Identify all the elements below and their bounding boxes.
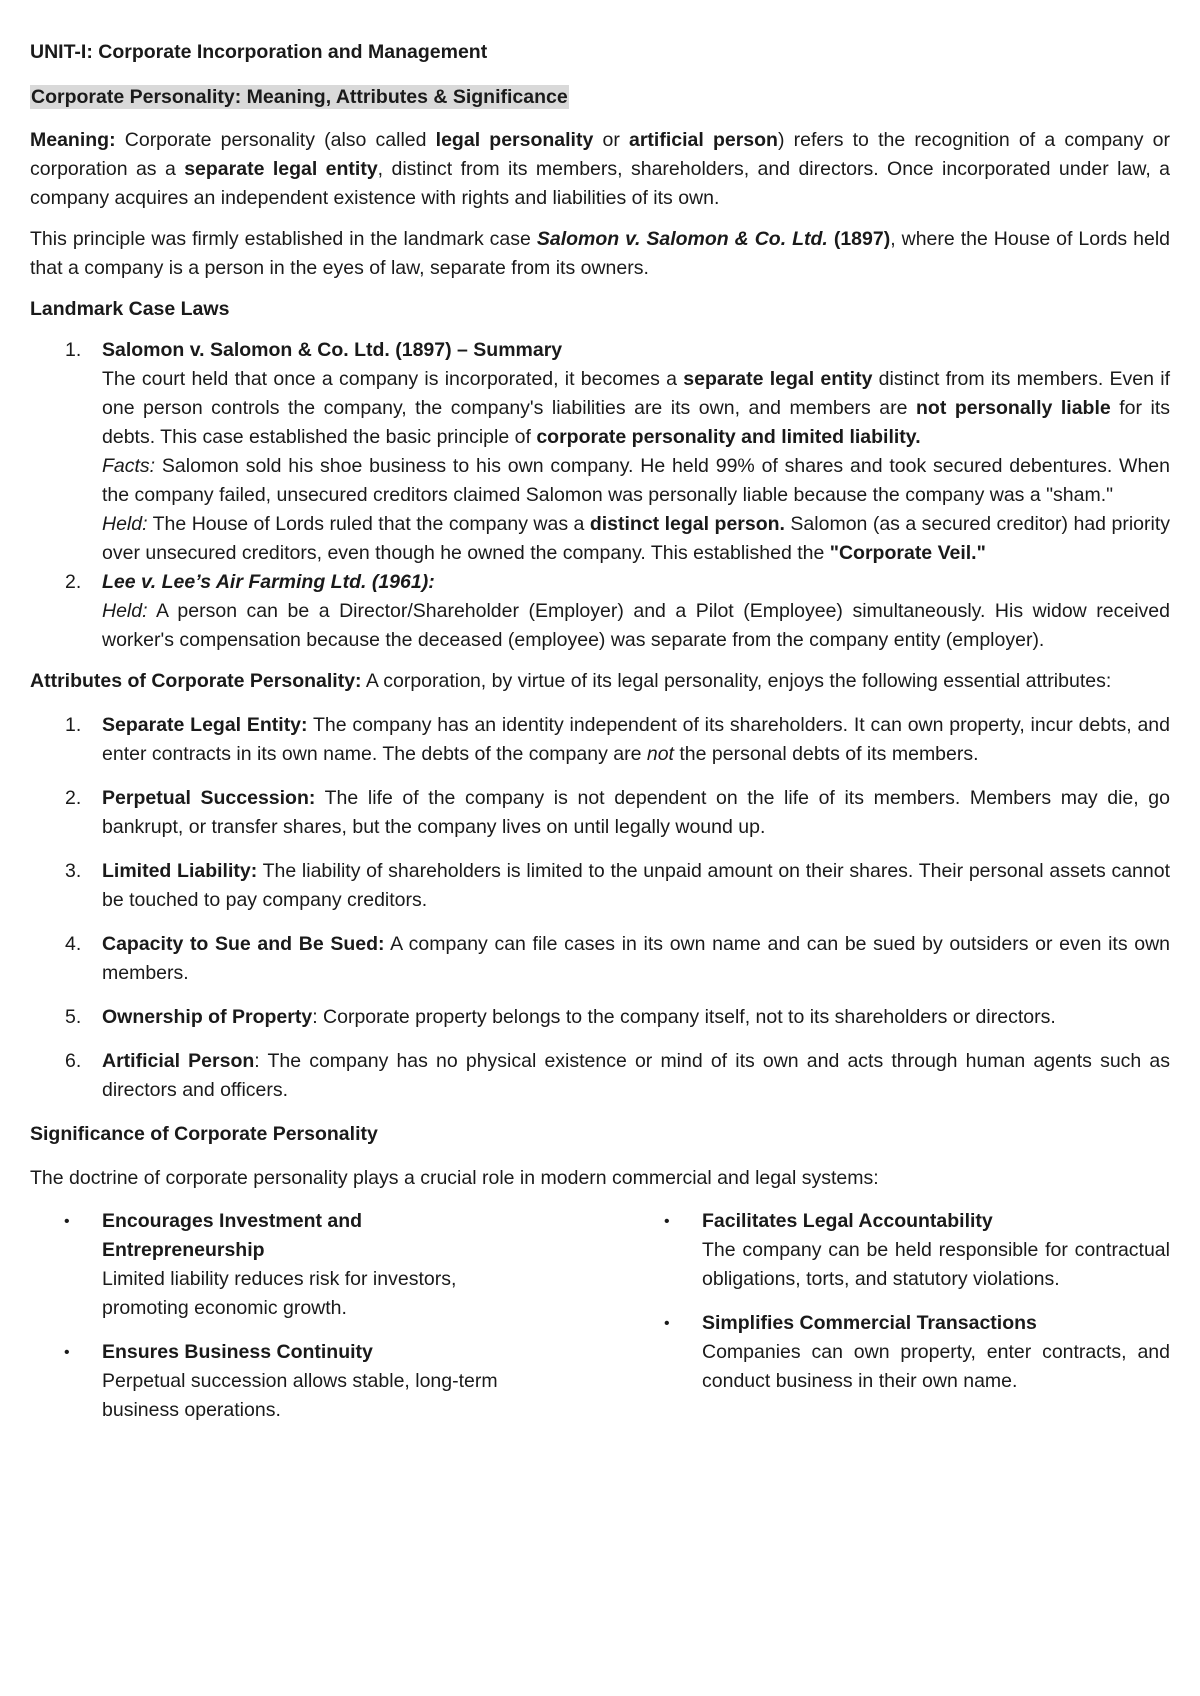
held-label: Held: [102, 600, 148, 622]
list-number: 6. [65, 1050, 82, 1072]
list-number: 3. [65, 860, 82, 882]
significance-title: Entrepreneurship [102, 1239, 265, 1261]
significance-title: Encourages Investment and [102, 1210, 363, 1232]
held-bold: distinct legal person. [589, 513, 785, 535]
case-summary [102, 365, 1170, 452]
held-label: Held: [102, 513, 148, 535]
list-number: 4. [65, 933, 82, 955]
significance-desc: The company can be held responsible for contractual obligations, torts, and statutory violations. [702, 1239, 1170, 1290]
list-item [30, 1003, 1170, 1032]
significance-title: Simplifies Commercial Transactions [702, 1312, 1037, 1334]
list-item [30, 1338, 570, 1425]
significance-title: Facilitates Legal Accountability [702, 1210, 993, 1232]
meaning-text: Corporate personality (also called [115, 129, 436, 151]
document-page [30, 38, 1170, 1440]
attributes-label: Attributes of Corporate Personality: [30, 670, 362, 692]
meaning-label: Meaning: [30, 129, 116, 151]
attribute-label: Ownership of Property [102, 1006, 313, 1028]
case-text: The court held that once a company is incorporated, it becomes a [102, 368, 684, 390]
significance-intro: The doctrine of corporate personality plays a crucial role in modern commercial and legal systems: [30, 1167, 879, 1189]
attribute-label: Artificial Person [102, 1050, 255, 1072]
attribute-label: Separate Legal Entity: [102, 714, 308, 736]
case-held [102, 597, 1170, 655]
meaning-bold: artificial person [629, 129, 778, 151]
attribute-text: The life of the company is not dependent on the life of its members. Members may die, go bankrupt, or transfer shares, but the company lives on until legally wound up. [102, 787, 1170, 838]
unit-title: UNIT-I: Corporate Incorporation and Management [30, 41, 488, 63]
meaning-text: ) refers to the recognition of a company or corporation as a [30, 129, 1170, 180]
facts-text: Salomon sold his shoe business to his own company. He held 99% of shares and took secured debentures. When the company failed, unsecured creditors claimed Salomon was personally liable because the company was a "sham." [102, 455, 1170, 506]
list-number: 2. [65, 787, 82, 809]
attribute-emphasis: not [646, 743, 674, 765]
list-number: 1. [65, 339, 82, 361]
significance-title: Ensures Business Continuity [102, 1341, 373, 1363]
list-item [30, 784, 1170, 842]
attribute-text: The liability of shareholders is limited to the unpaid amount on their shares. Their personal assets cannot be touched to pay company creditors. [102, 860, 1170, 911]
list-item [660, 1309, 1170, 1396]
list-number: 1. [65, 714, 82, 736]
case-title: Salomon v. Salomon & Co. Ltd. (1897) – Summary [102, 339, 563, 361]
bullet-icon: • [664, 1315, 670, 1332]
significance-columns [30, 1207, 1170, 1440]
case-title: Lee v. Lee’s Air Farming Ltd. (1961): [102, 571, 435, 593]
case-facts [102, 452, 1170, 510]
held-text: A person can be a Director/Shareholder (Employer) and a Pilot (Employee) simultaneously. His widow received worker's compensation because the deceased (employee) was separate from the company entity (employer). [102, 600, 1170, 651]
case-item-lee [30, 568, 1170, 655]
principle-text: , where the House of Lords held that a company is a person in the eyes of law, separate from its owners. [30, 228, 1171, 279]
case-bold: separate legal entity [683, 368, 873, 390]
case-citation: Salomon v. Salomon & Co. Ltd. [536, 228, 828, 250]
case-item-salomon [30, 336, 1170, 568]
held-text: Salomon (as a secured creditor) had priority over unsecured creditors, even though he owned the company. This established the [102, 513, 1170, 564]
list-item [30, 930, 1170, 988]
section-title: Corporate Personality: Meaning, Attributes & Significance [31, 86, 568, 108]
significance-desc: business operations. [102, 1399, 281, 1421]
significance-desc: Limited liability reduces risk for investors, [102, 1268, 457, 1290]
significance-desc: Companies can own property, enter contracts, and conduct business in their own name. [702, 1341, 1170, 1392]
attribute-text: the personal debts of its members. [673, 743, 979, 765]
attribute-list [30, 711, 1170, 1105]
facts-label: Facts: [102, 455, 156, 477]
meaning-text: , distinct from its members, shareholders, and directors. Once incorporated under law, a company acquires an independent existence with rights and liabilities of its own. [30, 158, 1170, 209]
meaning-bold: legal personality [435, 129, 594, 151]
list-item [660, 1207, 1170, 1294]
case-bold: not personally liable [916, 397, 1111, 419]
attribute-text: : The company has no physical existence or mind of its own and acts through human agents such as directors and officers. [102, 1050, 1170, 1101]
attribute-label: Limited Liability: [102, 860, 258, 882]
case-year: (1897) [827, 228, 891, 250]
list-number: 5. [65, 1006, 82, 1028]
attribute-text: The company has an identity independent of its shareholders. It can own property, incur debts, and enter contracts in its own name. The debts of the company are [102, 714, 1170, 765]
attribute-text: : Corporate property belongs to the company itself, not to its shareholders or directors. [312, 1006, 1056, 1028]
meaning-paragraph [30, 126, 1170, 213]
attributes-text: A corporation, by virtue of its legal personality, enjoys the following essential attributes: [361, 670, 1112, 692]
case-held [102, 510, 1170, 568]
held-text: The House of Lords ruled that the company was a [147, 513, 590, 535]
principle-text: This principle was firmly established in the landmark case [30, 228, 537, 250]
case-text: for its debts. This case established the basic principle of [102, 397, 1171, 448]
case-bold: corporate personality and limited liability. [536, 426, 921, 448]
significance-desc: Perpetual succession allows stable, long-term [102, 1370, 498, 1392]
principle-paragraph [30, 225, 1170, 283]
held-bold: "Corporate Veil." [829, 542, 986, 564]
meaning-bold: separate legal entity [184, 158, 378, 180]
meaning-text: or [593, 129, 629, 151]
case-list [30, 336, 1170, 655]
list-item [30, 711, 1170, 769]
significance-right-column [660, 1207, 1170, 1440]
cases-heading: Landmark Case Laws [30, 298, 230, 320]
bullet-icon: • [64, 1344, 70, 1361]
bullet-icon: • [64, 1213, 70, 1230]
list-item [30, 1047, 1170, 1105]
bullet-icon: • [664, 1213, 670, 1230]
attributes-intro [30, 667, 1170, 696]
attribute-text: A company can file cases in its own name and can be sued by outsiders or even its own members. [102, 933, 1171, 984]
significance-heading: Significance of Corporate Personality [30, 1123, 378, 1145]
significance-left-column [30, 1207, 570, 1440]
case-text: distinct from its members. Even if one person controls the company, the company's liabilities are its own, and members are [102, 368, 1171, 419]
attribute-label: Perpetual Succession: [102, 787, 316, 809]
list-item [30, 1207, 570, 1323]
list-number: 2. [65, 571, 82, 593]
attribute-label: Capacity to Sue and Be Sued: [102, 933, 385, 955]
significance-desc: promoting economic growth. [102, 1297, 347, 1319]
list-item [30, 857, 1170, 915]
